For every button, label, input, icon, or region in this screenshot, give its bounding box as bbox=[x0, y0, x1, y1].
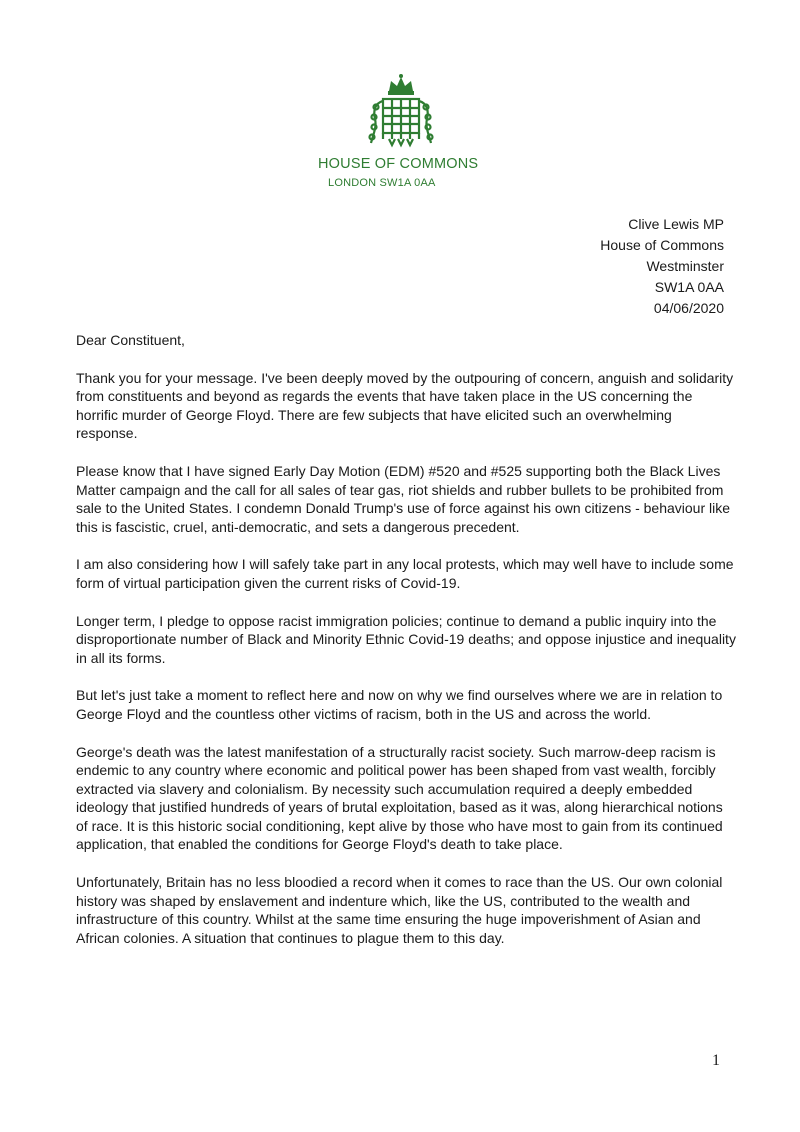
paragraph: Please know that I have signed Early Day Motion (EDM) #520 and #525 supporting both the Black Lives Matter campaign and the call for all sales of tear gas, riot shields and rubber bullets to be prohibited from sale to the United States. I condemn Donald Trump's use of force against his own citizens - behaviour like this is fascistic, cruel, anti-democratic, and sets a dangerous precedent. bbox=[76, 462, 731, 535]
paragraph: Longer term, I pledge to oppose racist immigration policies; continue to demand a public inquiry into the disproportionate number of Black and Minority Ethnic Covid-19 deaths; and oppose injustice and inequality in all its forms. bbox=[76, 612, 736, 666]
page-number: 1 bbox=[712, 1052, 720, 1069]
sender-address-block bbox=[600, 214, 724, 319]
sender-address-line: House of Commons bbox=[600, 237, 724, 253]
institution-name: HOUSE OF COMMONS bbox=[318, 156, 479, 172]
paragraph: Thank you for your message. I've been deeply moved by the outpouring of concern, anguish and solidarity from constituents and beyond as regards the events that have taken place in the US concerning the horrific murder of George Floyd. There are few subjects that have elicited such an overwhelming response. bbox=[76, 369, 734, 442]
paragraph: Unfortunately, Britain has no less bloodied a record when it comes to race than the US. Our own colonial history was shaped by enslavement and indenture which, like the US, contributed to the wealth and infrastructure of this country. Whilst at the same time ensuring the huge impoverishment of Asian and African colonies. A situation that continues to plague them to this day. bbox=[76, 874, 723, 946]
paragraph: But let's just take a moment to reflect here and now on why we find ourselves where we are in relation to George Floyd and the countless other victims of racism, both in the US and across the world. bbox=[76, 687, 723, 722]
sender-postcode: SW1A 0AA bbox=[654, 279, 724, 295]
institution-address: LONDON SW1A 0AA bbox=[328, 177, 436, 189]
letter-body bbox=[76, 331, 736, 966]
salutation: Dear Constituent, bbox=[76, 332, 185, 348]
portcullis-icon bbox=[367, 73, 435, 155]
paragraph: George's death was the latest manifestation of a structurally racist society. Such marrow-deep racism is endemic to any country where economic and political power has been shaped from vast wealth, forcibly extracted via slavery and colonialism. By necessity such accumulation required a deeply embedded ideology that justified hundreds of years of brutal exploitation, based as it was, along hierarchical notions of race. It is this historic social conditioning, kept alive by those who have most to gain from its continued application, that enabled the conditions for George Floyd's death to take place. bbox=[76, 743, 723, 853]
sender-address-line: Westminster bbox=[646, 258, 724, 274]
letter-date: 04/06/2020 bbox=[653, 300, 724, 316]
paragraph: I am also considering how I will safely take part in any local protests, which may well have to include some form of virtual participation given the current risks of Covid-19. bbox=[76, 556, 734, 591]
sender-name: Clive Lewis MP bbox=[628, 216, 724, 232]
